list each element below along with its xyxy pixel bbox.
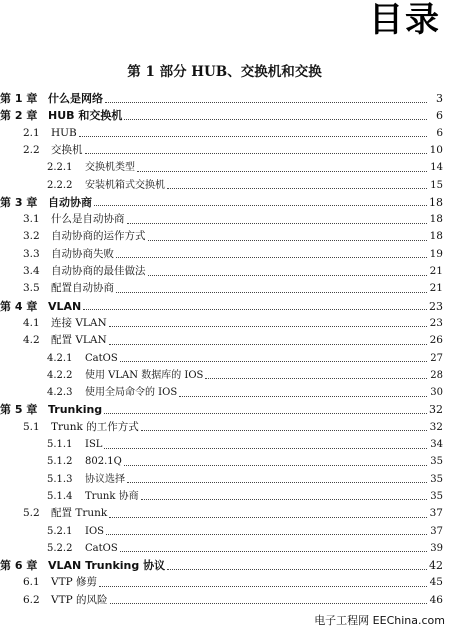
toc-entry[interactable] xyxy=(0,557,443,574)
toc-entry-number: 第 1 章 xyxy=(0,92,38,105)
dot-leader xyxy=(85,152,428,154)
toc-entry-title: 配置自动协商 xyxy=(51,282,114,295)
toc-entry-number: 5.1.2 xyxy=(47,456,73,468)
toc-entry-title: CatOS xyxy=(85,352,118,364)
toc-entry[interactable] xyxy=(47,159,443,176)
toc-entry[interactable] xyxy=(23,419,443,436)
toc-entry-page: 21 xyxy=(429,265,443,277)
toc-entry-title: VLAN Trunking 协议 xyxy=(48,559,166,573)
toc-entry-number: 5.2.2 xyxy=(47,542,73,554)
dot-leader xyxy=(141,498,427,500)
toc-entry-page: 39 xyxy=(430,542,443,554)
dot-leader xyxy=(109,516,427,518)
toc-entry-number: 3.5 xyxy=(23,282,40,295)
toc-entry-title: 自动协商的运作方式 xyxy=(51,230,146,243)
toc-entry-page: 18 xyxy=(429,195,443,209)
toc-entry-page: 15 xyxy=(430,179,443,191)
toc-entry-title: Trunk 协商 xyxy=(85,490,139,502)
toc-entry-page: 45 xyxy=(429,576,443,589)
toc-entry-page: 32 xyxy=(429,403,443,417)
toc-entry-title: 自动协商失败 xyxy=(51,247,114,260)
dot-leader xyxy=(110,602,428,604)
toc-entry[interactable] xyxy=(23,574,443,591)
toc-entry-title: IOS xyxy=(85,525,104,537)
toc-entry[interactable] xyxy=(47,384,443,401)
toc-entry-title: Trunking xyxy=(48,403,103,417)
dot-leader xyxy=(120,360,427,362)
toc-entry-number: 4.2 xyxy=(23,334,40,347)
toc-entry[interactable] xyxy=(23,211,443,228)
toc-entry-page: 18 xyxy=(429,213,443,226)
toc-entry[interactable] xyxy=(23,280,443,297)
toc-entry-number: 第 2 章 xyxy=(0,109,38,123)
toc-entry-page: 26 xyxy=(429,334,443,347)
dot-leader xyxy=(104,412,427,414)
toc-entry-title: Trunk 的工作方式 xyxy=(51,420,139,433)
toc-entry-title: HUB 和交换机 xyxy=(48,109,123,123)
toc-entry[interactable] xyxy=(0,194,443,211)
toc-entry-number: 5.1.1 xyxy=(47,439,73,450)
toc-entry[interactable] xyxy=(23,228,443,245)
toc-entry-page: 35 xyxy=(430,473,443,485)
toc-entry-page: 30 xyxy=(430,387,443,399)
toc-entry-page: 35 xyxy=(430,456,443,468)
toc-entry-page: 37 xyxy=(430,525,443,537)
toc-entry[interactable] xyxy=(47,471,443,488)
toc-entry-number: 2.1 xyxy=(23,126,40,139)
toc-entry-number: 5.1.4 xyxy=(47,490,73,502)
toc-entry-title: 自动协商的最佳做法 xyxy=(51,265,146,277)
toc-entry-number: 4.2.1 xyxy=(47,352,73,364)
toc-entry-page: 3 xyxy=(436,92,443,105)
dot-leader xyxy=(167,568,427,570)
toc-entry-number: 3.3 xyxy=(23,247,40,260)
toc-entry-page: 34 xyxy=(430,439,443,450)
dot-leader xyxy=(116,256,427,258)
toc-entry-number: 5.2.1 xyxy=(47,525,73,537)
dot-leader xyxy=(99,585,427,587)
toc-entry[interactable] xyxy=(23,315,443,332)
dot-leader xyxy=(127,481,427,483)
dot-leader xyxy=(109,325,427,327)
toc-entry[interactable] xyxy=(0,298,443,315)
toc-entry[interactable] xyxy=(23,592,443,609)
toc-entry-title: 配置 VLAN xyxy=(51,334,107,347)
dot-leader xyxy=(104,447,427,449)
toc-entry-title: VTP 的风险 xyxy=(51,593,108,606)
dot-leader xyxy=(94,204,427,206)
toc-entry-title: 交换机类型 xyxy=(85,162,135,174)
part-title: 第 1 部分 HUB、交换机和交换 xyxy=(127,64,322,80)
toc-entry-page: 6 xyxy=(436,126,443,139)
dot-leader xyxy=(148,274,428,276)
dot-leader xyxy=(120,550,427,552)
toc-entry-number: 5.1.3 xyxy=(47,473,73,485)
toc-entry-title: VTP 修剪 xyxy=(51,576,97,589)
toc-entry-title: CatOS xyxy=(85,542,118,554)
toc-entry[interactable] xyxy=(23,142,443,159)
toc-entry-page: 21 xyxy=(429,282,443,295)
toc-entry-number: 3.2 xyxy=(23,230,40,243)
toc-entry-number: 第 4 章 xyxy=(0,299,38,313)
toc-entry-page: 6 xyxy=(436,109,443,123)
dot-leader xyxy=(127,222,428,224)
toc-entry[interactable] xyxy=(23,246,443,263)
footer-watermark: 电子工程网 EEChina.com xyxy=(314,614,445,627)
dot-leader xyxy=(167,187,427,189)
toc-entry-page: 37 xyxy=(429,507,443,520)
toc-entry[interactable] xyxy=(47,523,443,540)
toc-entry[interactable] xyxy=(23,505,443,522)
dot-leader xyxy=(106,533,427,535)
toc-entry-title: 使用 VLAN 数据库的 IOS xyxy=(85,369,204,381)
page-title: 目录 xyxy=(369,0,441,40)
dot-leader xyxy=(79,135,427,137)
toc-entry[interactable] xyxy=(47,488,443,505)
toc-entry-page: 46 xyxy=(429,593,443,606)
dot-leader xyxy=(109,343,427,345)
toc-entry[interactable] xyxy=(0,401,443,418)
toc-entry-page: 18 xyxy=(429,230,443,243)
toc-entry[interactable] xyxy=(47,540,443,557)
toc-entry-title: 协议选择 xyxy=(85,473,125,485)
toc-entry-title: VLAN xyxy=(48,299,82,313)
toc-entry[interactable] xyxy=(47,367,443,384)
dot-leader xyxy=(137,170,427,172)
toc-entry[interactable] xyxy=(23,125,443,142)
toc-entry-page: 10 xyxy=(429,143,443,156)
toc-entry-page: 23 xyxy=(429,299,443,313)
toc-entry-number: 3.4 xyxy=(23,265,40,277)
toc-entry-title: ISL xyxy=(85,439,103,450)
toc-entry[interactable] xyxy=(47,436,443,453)
toc-entry-number: 3.1 xyxy=(23,213,40,226)
dot-leader xyxy=(83,308,427,310)
toc-entry-number: 5.2 xyxy=(23,507,40,520)
toc-entry-page: 32 xyxy=(429,420,443,433)
toc-entry-title: 连接 VLAN xyxy=(51,316,107,329)
toc-entry-title: 自动协商 xyxy=(48,195,92,209)
toc-entry-number: 第 3 章 xyxy=(0,195,38,209)
toc-entry-title: 使用全局命令的 IOS xyxy=(85,387,178,399)
toc-entry-title: 配置 Trunk xyxy=(51,507,108,520)
dot-leader xyxy=(179,395,427,397)
toc-entry-title: 交换机 xyxy=(51,143,83,156)
toc-entry-number: 第 6 章 xyxy=(0,559,38,573)
toc-entry-title: HUB xyxy=(51,126,77,139)
toc-entry-page: 27 xyxy=(430,352,443,364)
toc-entry-page: 23 xyxy=(429,316,443,329)
toc-entry-title: 什么是自动协商 xyxy=(51,213,125,226)
dot-leader xyxy=(124,118,427,120)
toc-entry-number: 5.1 xyxy=(23,420,40,433)
toc-entry-title: 安装机箱式交换机 xyxy=(85,179,165,191)
dot-leader xyxy=(141,429,427,431)
toc-entry-number: 4.2.3 xyxy=(47,387,73,399)
toc-entry[interactable] xyxy=(0,90,443,107)
toc-entry-page: 28 xyxy=(430,369,443,381)
toc-entry-page: 14 xyxy=(430,162,443,174)
toc-entry-page: 42 xyxy=(429,559,443,573)
toc-entry[interactable] xyxy=(47,453,443,470)
toc-entry-title: 什么是网络 xyxy=(48,92,103,105)
toc-entry-number: 4.2.2 xyxy=(47,369,73,381)
toc-entry-title: 802.1Q xyxy=(85,456,122,468)
toc-entry-number: 2.2.2 xyxy=(47,179,73,191)
toc-entry-page: 19 xyxy=(429,247,443,260)
toc-entry-number: 6.1 xyxy=(23,576,40,589)
toc-entry[interactable] xyxy=(0,107,443,124)
toc-entry-page: 35 xyxy=(430,490,443,502)
dot-leader xyxy=(124,464,427,466)
toc-entry[interactable] xyxy=(23,263,443,280)
toc-entry[interactable] xyxy=(47,177,443,194)
dot-leader xyxy=(148,239,428,241)
dot-leader xyxy=(205,377,427,379)
toc-entry-number: 2.2.1 xyxy=(47,162,73,174)
toc-entry[interactable] xyxy=(47,350,443,367)
toc-entry-number: 2.2 xyxy=(23,143,40,156)
toc-entry[interactable] xyxy=(23,332,443,349)
dot-leader xyxy=(116,291,427,293)
toc-entry-number: 4.1 xyxy=(23,316,40,329)
toc-entry-number: 第 5 章 xyxy=(0,403,38,417)
dot-leader xyxy=(105,101,427,103)
toc-entry-number: 6.2 xyxy=(23,593,40,606)
